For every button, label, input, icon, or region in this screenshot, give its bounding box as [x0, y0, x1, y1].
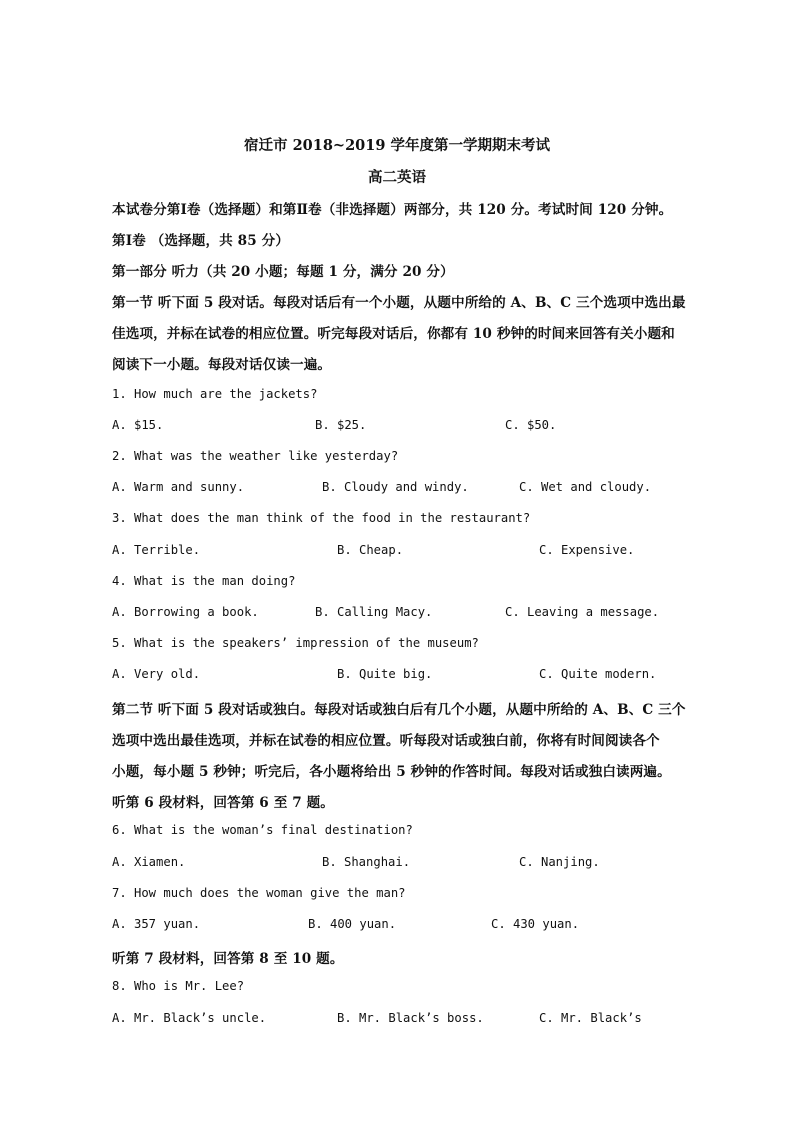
- material-heading: 听第 7 段材料，回答第 8 至 10 题。: [112, 951, 344, 967]
- question-text: 6. What is the woman’s final destination?: [112, 823, 413, 837]
- option-c: C. $50.: [505, 418, 557, 432]
- option-a: A. Xiamen.: [112, 855, 186, 869]
- section2-instruction-line: 选项中选出最佳选项，并标在试卷的相应位置。听每段对话或独白前，你将有时间阅读各个: [112, 733, 660, 749]
- question-text: 3. What does the man think of the food in the restaurant?: [112, 511, 531, 525]
- option-c: C. 430 yuan.: [491, 917, 580, 931]
- option-c: C. Nanjing.: [519, 855, 600, 869]
- option-a: A. Warm and sunny.: [112, 480, 245, 494]
- section2-instruction-line: 第二节 听下面 5 段对话或独白。每段对话或独白后有几个小题，从题中所给的 A、B、C 三个: [112, 702, 686, 718]
- option-c: C. Quite modern.: [539, 667, 657, 681]
- option-b: B. Shanghai.: [322, 855, 411, 869]
- exam-subject: 高二英语: [368, 169, 426, 186]
- exam-note: 本试卷分第Ⅰ卷（选择题）和第Ⅱ卷（非选择题）两部分，共 120 分。考试时间 120 分钟。: [112, 202, 673, 218]
- material-heading: 听第 6 段材料，回答第 6 至 7 题。: [112, 795, 334, 811]
- question-text: 4. What is the man doing?: [112, 574, 296, 588]
- option-b: B. 400 yuan.: [308, 917, 397, 931]
- question-text: 1. How much are the jackets?: [112, 387, 318, 401]
- option-c: C. Mr. Black’s: [539, 1011, 642, 1025]
- option-b: B. Cloudy and windy.: [322, 480, 469, 494]
- option-c: C. Expensive.: [539, 543, 635, 557]
- option-c: C. Leaving a message.: [505, 605, 660, 619]
- option-a: A. Very old.: [112, 667, 201, 681]
- exam-title: 宿迁市 2018~2019 学年度第一学期期末考试: [244, 137, 550, 154]
- section1-instruction-line: 第一节 听下面 5 段对话。每段对话后有一个小题，从题中所给的 A、B、C 三个选项中选出最: [112, 295, 686, 311]
- option-b: B. Quite big.: [337, 667, 433, 681]
- volume-heading: 第Ⅰ卷 （选择题，共 85 分）: [112, 233, 290, 249]
- option-a: A. Terrible.: [112, 543, 201, 557]
- question-text: 5. What is the speakers’ impression of the museum?: [112, 636, 479, 650]
- option-a: A. Borrowing a book.: [112, 605, 259, 619]
- section2-instruction-line: 小题，每小题 5 秒钟；听完后，各小题将给出 5 秒钟的作答时间。每段对话或独白读两遍。: [112, 764, 671, 780]
- option-a: A. 357 yuan.: [112, 917, 201, 931]
- question-text: 7. How much does the woman give the man?: [112, 886, 406, 900]
- option-a: A. Mr. Black’s uncle.: [112, 1011, 267, 1025]
- option-b: B. Mr. Black’s boss.: [337, 1011, 484, 1025]
- option-a: A. $15.: [112, 418, 164, 432]
- option-b: B. Cheap.: [337, 543, 404, 557]
- option-b: B. Calling Macy.: [315, 605, 433, 619]
- option-c: C. Wet and cloudy.: [519, 480, 652, 494]
- section1-instruction-line: 阅读下一小题。每段对话仅读一遍。: [112, 357, 332, 373]
- question-text: 2. What was the weather like yesterday?: [112, 449, 399, 463]
- section1-instruction-line: 佳选项，并标在试卷的相应位置。听完每段对话后，你都有 10 秒钟的时间来回答有关小题和: [112, 326, 675, 342]
- question-text: 8. Who is Mr. Lee?: [112, 979, 245, 993]
- option-b: B. $25.: [315, 418, 367, 432]
- part-heading: 第一部分 听力（共 20 小题；每题 1 分，满分 20 分）: [112, 264, 454, 280]
